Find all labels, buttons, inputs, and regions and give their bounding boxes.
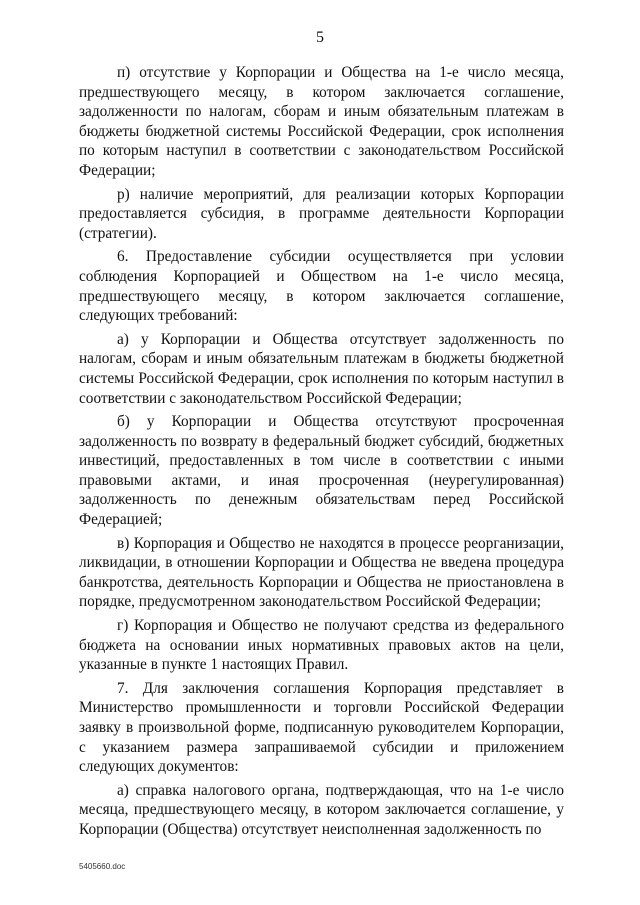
- paragraph-7a: а) справка налогового органа, подтверждающая, что на 1-е число месяца, предшествующего месяцу, в котором заключается соглашение, у Корпорации (Общества) отсутствует неисполненная задолженность по: [79, 781, 564, 838]
- document-body: [79, 63, 564, 844]
- paragraph-7: 7. Для заключения соглашения Корпорация представляет в Министерство промышленности и торговли Российской Федерации заявку в произвольной форме, подписанную руководителем Корпорации, с указанием размера запрашиваемой субсидии и приложением следующих документов:: [79, 679, 564, 776]
- page-number: 5: [316, 29, 324, 46]
- paragraph-6b: б) у Корпорации и Общества отсутствуют просроченная задолженность по возврату в федеральный бюджет субсидий, бюджетных инвестиций, предоставленных в том числе в соответствии с иными правовыми актами, и иная просроченная (неурегулированная) задолженность по денежным обязательствам перед Российской Федерацией;: [79, 413, 564, 529]
- paragraph-r: р) наличие мероприятий, для реализации которых Корпорации предоставляется субсидия, в программе деятельности Корпорации (стратегии).: [79, 185, 564, 242]
- paragraph-p: п) отсутствие у Корпорации и Общества на 1-е число месяца, предшествующего месяцу, в котором заключается соглашение, задолженности по налогам, сборам и иным обязательным платежам в бюджеты бюджетной системы Российской Федерации, срок исполнения по которым наступил в соответствии с законодательством Российской Федерации;: [79, 64, 564, 179]
- paragraph-6: 6. Предоставление субсидии осуществляется при условии соблюдения Корпорацией и Обществом на 1-е число месяца, предшествующего месяцу, в котором заключается соглашение, следующих требований:: [79, 248, 564, 325]
- paragraph-6v: в) Корпорация и Общество не находятся в процессе реорганизации, ликвидации, в отношении Корпорации и Общества не введена процедура банкротства, деятельность Корпорации и Общества не приостановлена в порядке, предусмотренном законодательством Российской Федерации;: [79, 534, 564, 611]
- paragraph-6a: а) у Корпорации и Общества отсутствует задолженность по налогам, сборам и иным обязательным платежам в бюджеты бюджетной системы Российской Федерации, срок исполнения по которым наступил в соответствии с законодательством Российской Федерации;: [79, 330, 564, 407]
- file-name-label: 5405660.doc: [79, 862, 126, 871]
- paragraph-6g: г) Корпорация и Общество не получают средства из федерального бюджета на основании иных нормативных правовых актов на цели, указанные в пункте 1 настоящих Правил.: [79, 617, 564, 674]
